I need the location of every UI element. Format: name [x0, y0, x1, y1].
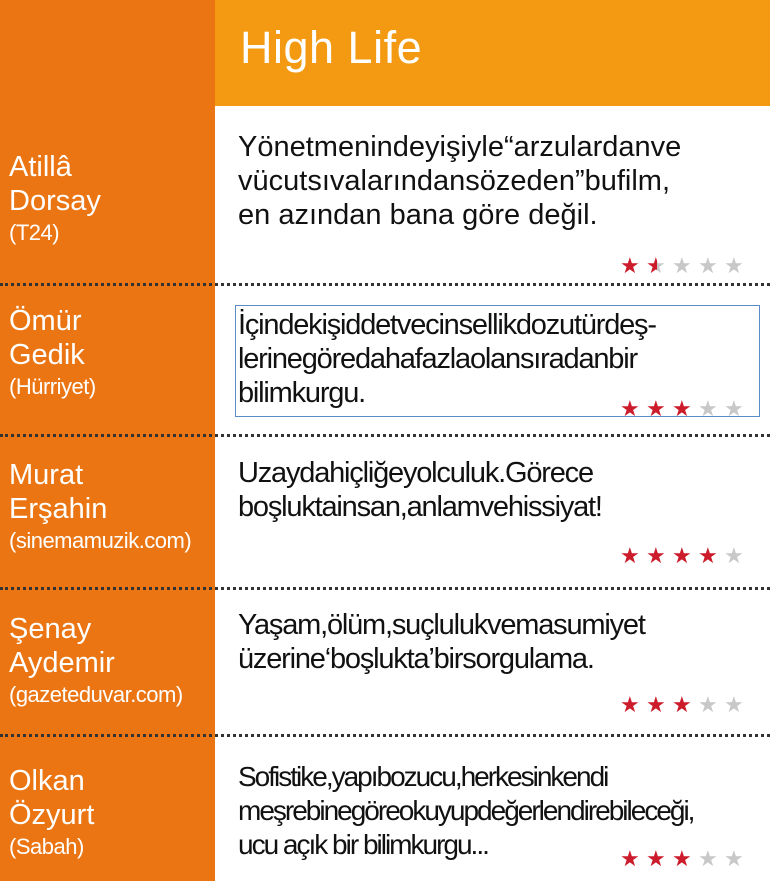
star-filled-icon: ★	[646, 543, 666, 568]
critic-last-name: Dorsay	[9, 185, 101, 217]
critic-last-name: Özyurt	[9, 799, 95, 831]
star-filled-icon: ★	[620, 543, 640, 568]
critic-entry	[9, 458, 215, 556]
star-filled-icon: ★	[646, 692, 666, 717]
star-empty-icon: ★	[672, 253, 692, 278]
star-empty-icon: ★	[698, 396, 718, 421]
row-divider	[0, 283, 770, 286]
critic-first-name: Murat	[9, 459, 84, 491]
star-filled-icon: ★	[620, 396, 640, 421]
star-rating	[620, 255, 760, 277]
star-filled-icon: ★	[672, 396, 692, 421]
star-filled-icon: ★	[620, 253, 640, 278]
critic-source: (T24)	[9, 220, 60, 245]
critic-first-name: Ömür	[9, 305, 82, 337]
critic-first-name: Olkan	[9, 765, 85, 797]
star-empty-icon: ★	[698, 692, 718, 717]
review-text: Yaşam,ölüm,suçlulukvemasumiyet üzerine‘boşlukta’birsorgulama.	[238, 609, 645, 675]
critic-last-name: Aydemir	[9, 647, 115, 679]
star-rating	[620, 545, 760, 567]
star-rating	[620, 398, 760, 420]
critic-source: (sinemamuzik.com)	[9, 528, 192, 553]
star-empty-icon: ★	[724, 543, 744, 568]
critic-source: (Sabah)	[9, 834, 84, 859]
star-half-icon: ★	[646, 255, 668, 277]
star-filled-icon: ★	[620, 846, 640, 871]
star-empty-icon: ★	[698, 846, 718, 871]
review-text: Uzaydahiçliğeyolculuk.Görece boşluktainsan,anlamvehissiyat!	[238, 457, 602, 523]
star-filled-icon: ★	[646, 846, 666, 871]
star-empty-icon: ★	[724, 396, 744, 421]
star-rating	[620, 848, 760, 870]
star-empty-icon: ★	[698, 253, 718, 278]
row-divider	[0, 734, 770, 737]
critic-entry	[9, 764, 215, 862]
review-text: Yönetmenindeyişiyle“arzulardanve vücutsıvalarındansözeden”bufilm, en azından bana göre değil.	[238, 131, 682, 231]
star-empty-icon: ★	[724, 846, 744, 871]
star-filled-icon: ★	[672, 692, 692, 717]
review-text: Sofistike,yapıbozucu,herkesinkendi meşrebinegöreokuyupdeğerlendirebileceği, ucu açık bir bilimkurgu...	[238, 761, 694, 860]
star-filled-icon: ★	[672, 846, 692, 871]
star-rating	[620, 694, 760, 716]
critic-source: (Hürriyet)	[9, 374, 96, 399]
star-empty-icon: ★	[724, 692, 744, 717]
star-filled-icon: ★	[698, 543, 718, 568]
star-filled-icon: ★	[672, 543, 692, 568]
star-filled-icon: ★	[620, 692, 640, 717]
critic-first-name: Atillâ	[9, 151, 72, 183]
critic-first-name: Şenay	[9, 613, 92, 645]
row-divider	[0, 434, 770, 437]
critic-source: (gazeteduvar.com)	[9, 682, 183, 707]
critic-last-name: Erşahin	[9, 493, 108, 525]
critic-last-name: Gedik	[9, 339, 85, 371]
star-filled-icon: ★	[646, 396, 666, 421]
film-title: High Life	[240, 22, 423, 73]
row-divider	[0, 587, 770, 590]
star-empty-icon: ★	[724, 253, 744, 278]
critic-entry	[9, 150, 215, 248]
critic-entry	[9, 304, 215, 402]
critic-entry	[9, 612, 215, 710]
critic-sidebar	[0, 0, 215, 881]
review-text: İçindekişiddetvecinsellikdozutürdeş- lerinegöredahafazlaolansıradanbir bilimkurgu.	[238, 309, 656, 409]
